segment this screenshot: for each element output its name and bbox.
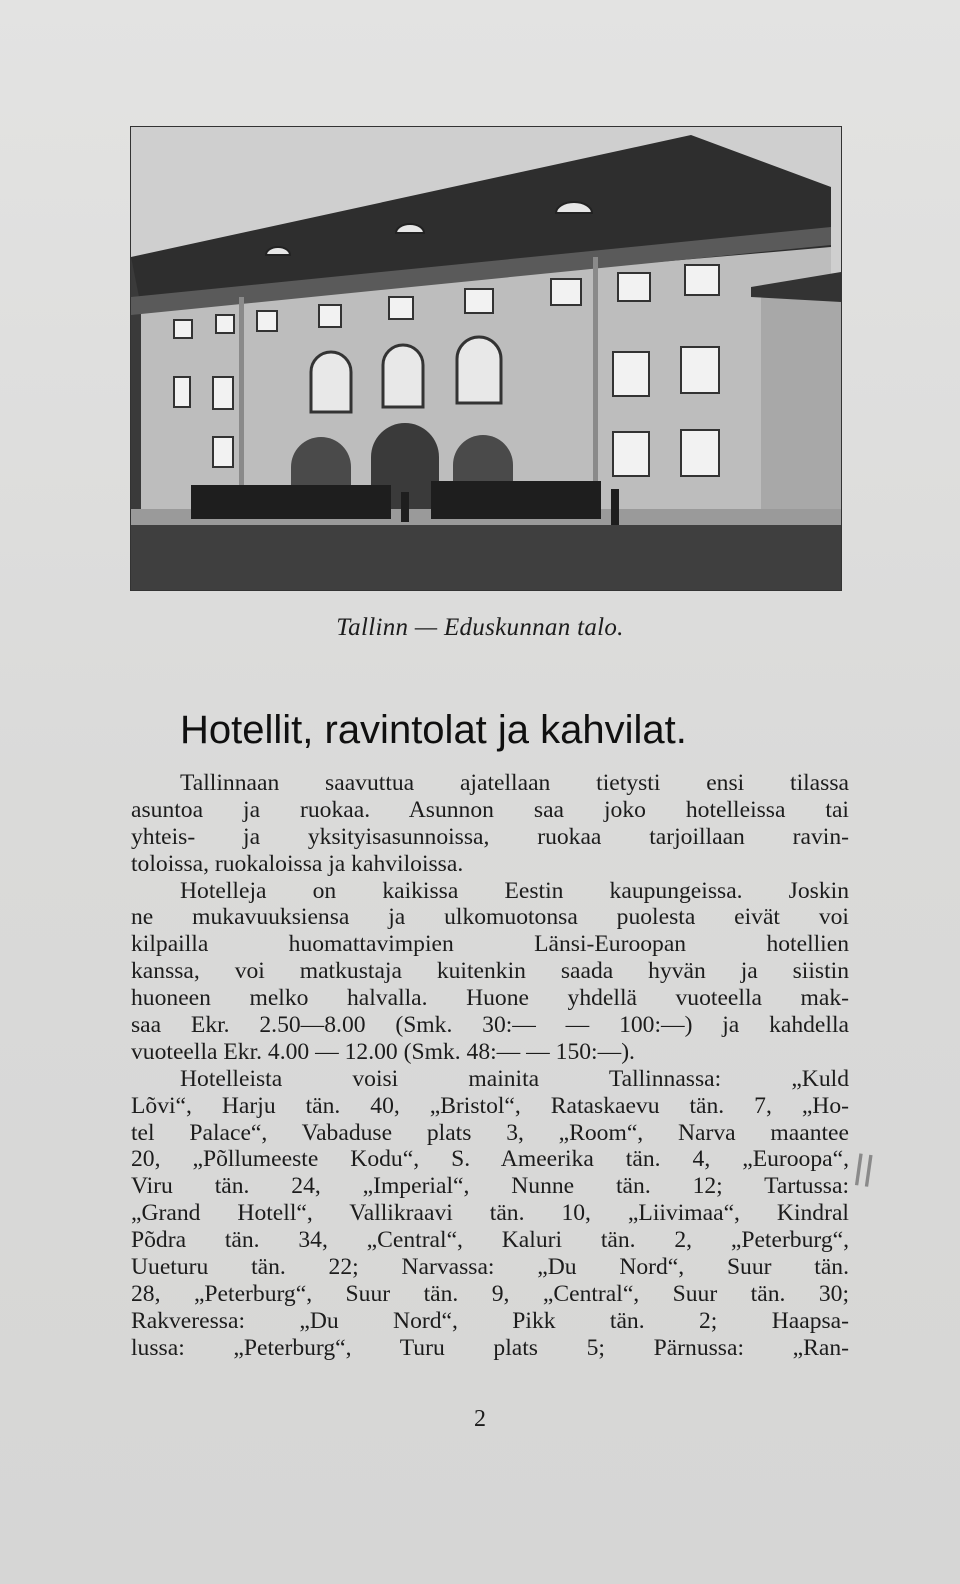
text-line: lussa: „Peterburg“, Turu plats 5; Pärnussa: „Ran- — [131, 1334, 849, 1361]
photo-caption: Tallinn — Eduskunnan talo. — [336, 614, 624, 641]
text-line: toloissa, ruokaloissa ja kahviloissa. — [131, 850, 464, 877]
text-line: Hotelleja on kaikissa Eestin kaupungeissa. Joskin — [180, 877, 849, 904]
building-photo — [131, 127, 841, 590]
text-line: vuoteella Ekr. 4.00 — 12.00 (Smk. 48:— — 150:—). — [131, 1038, 635, 1065]
section-heading: Hotellit, ravintolat ja kahvilat. — [180, 708, 687, 752]
body-text — [131, 770, 849, 1362]
text-line: Tallinnaan saavuttua ajatellaan tietysti ensi tilassa — [180, 770, 849, 796]
text-line: kilpailla huomattavimpien Länsi-Euroopan hotellien — [131, 931, 849, 958]
text-line: saa Ekr. 2.50—8.00 (Smk. 30:— — 100:—) ja kahdella — [131, 1012, 849, 1039]
text-line: 28, „Peterburg“, Suur tän. 9, „Central“, Suur tän. 30; — [131, 1280, 849, 1307]
text-line: Põdra tän. 34, „Central“, Kaluri tän. 2, „Peterburg“, — [131, 1227, 849, 1254]
text-line: Hotelleista voisi mainita Tallinnassa: „Kuld — [180, 1065, 849, 1092]
text-line: 20, „Põllumeeste Kodu“, S. Ameerika tän. 4, „Euroopa“, — [131, 1146, 849, 1173]
text-line: „Grand Hotell“, Vallikraavi tän. 10, „Liivimaa“, Kindral — [131, 1200, 849, 1227]
text-line: asuntoa ja ruokaa. Asunnon saa joko hotelleissa tai — [131, 796, 849, 823]
text-line: tel Palace“, Vabaduse plats 3, „Room“, Narva maantee — [131, 1119, 849, 1146]
text-line: ne mukavuuksiensa ja ulkomuotonsa puolesta eivät voi — [131, 904, 849, 931]
text-line: yhteis- ja yksityisasunnoissa, ruokaa tarjoillaan ravin- — [131, 823, 849, 850]
text-line: Uueturu tän. 22; Narvassa: „Du Nord“, Suur tän. — [131, 1254, 849, 1281]
text-line: Lõvi“, Harju tän. 40, „Bristol“, Rataskaevu tän. 7, „Ho- — [131, 1092, 849, 1119]
text-line: Viru tän. 24, „Imperial“, Nunne tän. 12; Tartussa: — [131, 1173, 849, 1200]
page-number: 2 — [474, 1406, 486, 1432]
text-line: kanssa, voi matkustaja kuitenkin saada hyvän ja siistin — [131, 958, 849, 985]
pencil-mark: ǀǀ — [851, 1146, 877, 1190]
text-line: huoneen melko halvalla. Huone yhdellä vuoteella mak- — [131, 985, 849, 1012]
text-line: Rakveressa: „Du Nord“, Pikk tän. 2; Haapsa- — [131, 1307, 849, 1334]
